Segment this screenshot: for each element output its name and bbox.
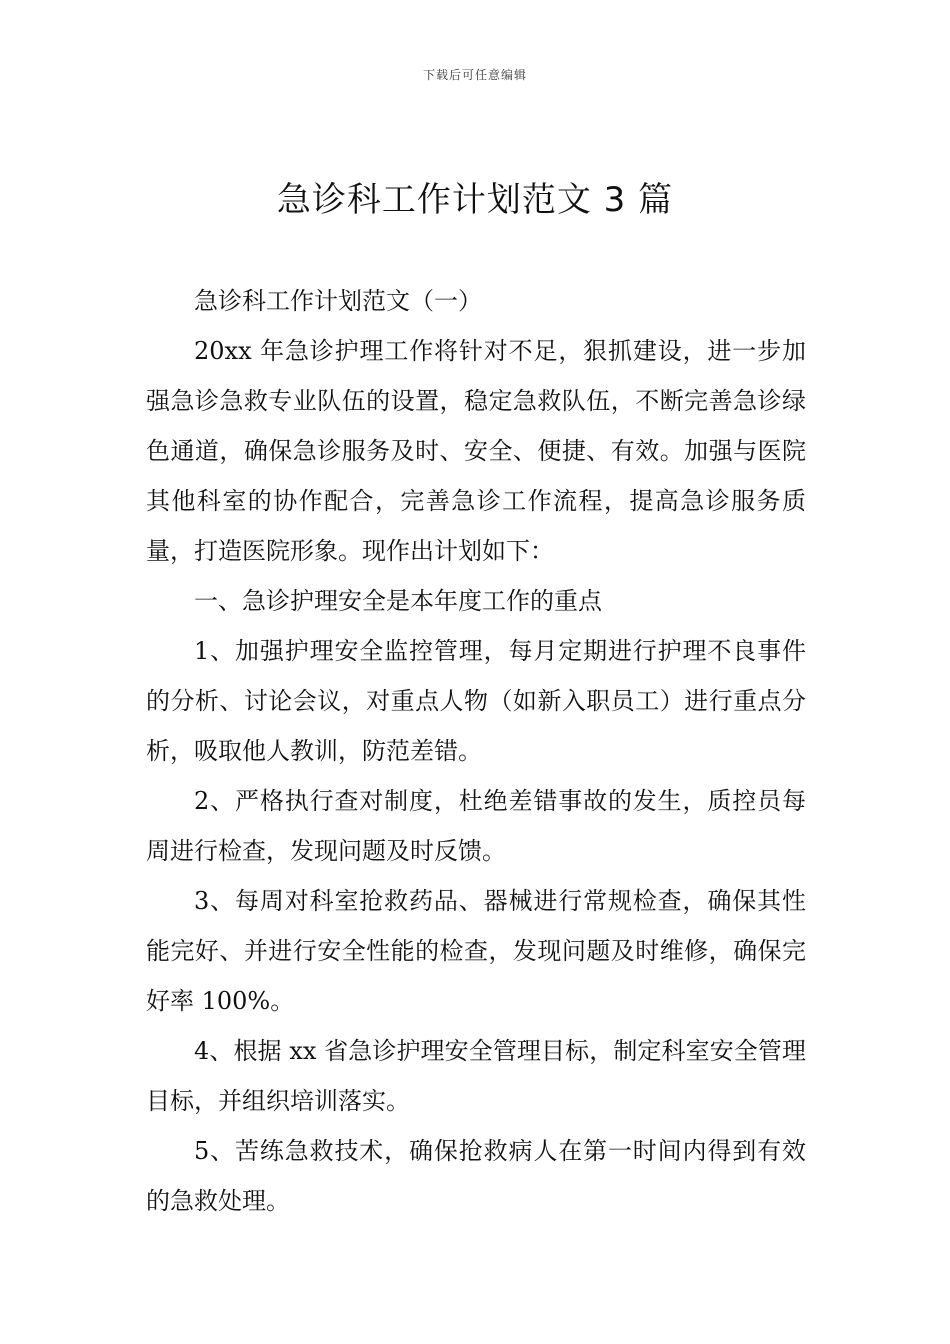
list-item-5: 5、苦练急救技术，确保抢救病人在第一时间内得到有效的急救处理。 (146, 1137, 806, 1215)
list-item-3: 3、每周对科室抢救药品、器械进行常规检查，确保其性能完好、并进行安全性能的检查，发现问题及时维修，确保完好率 100%。 (146, 887, 806, 1015)
list-item-4: 4、根据 xx 省急诊护理安全管理目标，制定科室安全管理目标，并组织培训落实。 (146, 1037, 806, 1115)
subsection-heading: 一、急诊护理安全是本年度工作的重点 (194, 587, 602, 615)
list-item-1: 1、加强护理安全监控管理，每月定期进行护理不良事件的分析、讨论会议，对重点人物（如新入职员工）进行重点分析，吸取他人教训，防范差错。 (146, 637, 806, 765)
section-heading: 急诊科工作计划范文（一） (194, 287, 482, 315)
header-note: 下载后可任意编辑 (422, 68, 527, 82)
intro-paragraph: 20xx 年急诊护理工作将针对不足，狠抓建设，进一步加强急诊急救专业队伍的设置，稳定急救队伍，不断完善急诊绿色通道，确保急诊服务及时、安全、便捷、有效。加强与医院其他科室的协作配合，完善急诊工作流程，提高急诊服务质量，打造医院形象。现作出计划如下： (146, 337, 806, 565)
document-title: 急诊科工作计划范文 3 篇 (276, 180, 674, 220)
list-item-2: 2、严格执行查对制度，杜绝差错事故的发生，质控员每周进行检查，发现问题及时反馈。 (146, 787, 806, 865)
document-body (146, 276, 806, 1226)
